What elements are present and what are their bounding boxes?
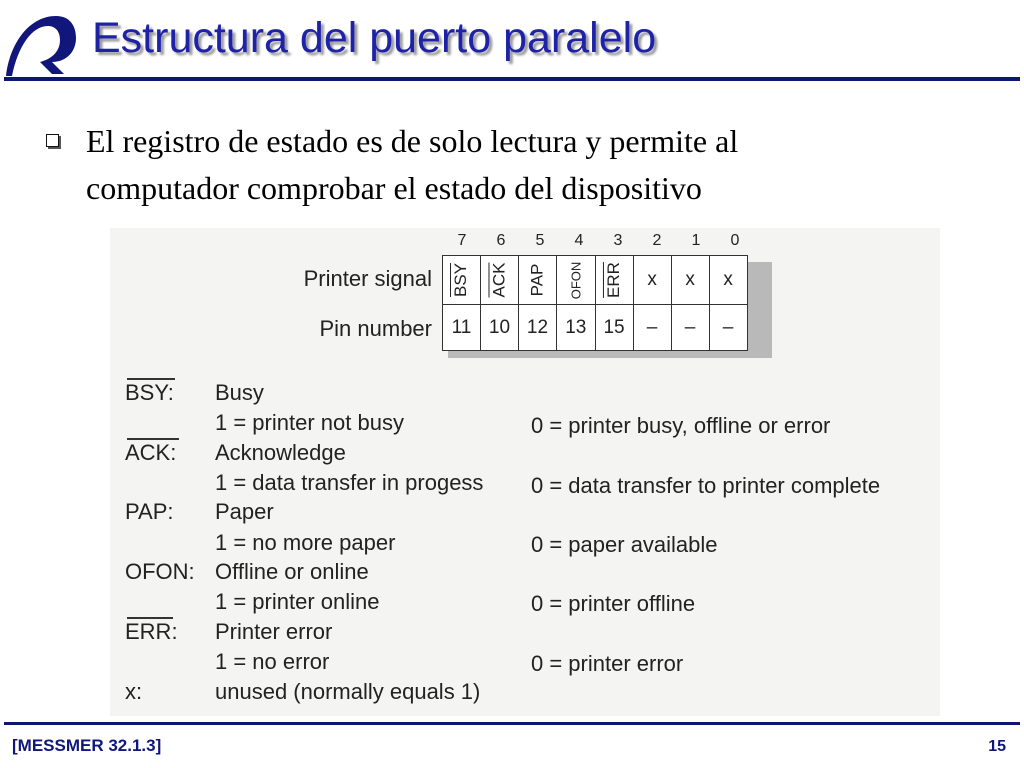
signal-cell: $\overline{ACK}$: [481, 256, 519, 305]
pin-cell: –: [671, 305, 709, 351]
bit-number: 4: [574, 232, 584, 249]
def-one-ack: 1 = data transfer in progess: [215, 470, 484, 495]
def-code-ack: ACK:: [125, 440, 177, 465]
def-one-err: 1 = no error: [215, 649, 330, 674]
signal-cell: PAP: [519, 256, 557, 305]
row-label-pin: Pin number: [319, 316, 432, 341]
footer-rule: [4, 722, 1020, 725]
signal-cell: x: [709, 256, 747, 305]
logo-icon: [4, 12, 78, 78]
bit-number: 3: [613, 232, 623, 249]
def-zero-bsy: 0 = printer busy, offline or error: [531, 413, 831, 438]
pin-cell: –: [633, 305, 671, 351]
def-name-x: unused (normally equals 1): [215, 679, 481, 704]
signal-row: [443, 256, 748, 305]
def-zero-ack: 0 = data transfer to printer complete: [531, 473, 881, 498]
def-zero-err: 0 = printer error: [531, 651, 684, 676]
pin-cell: –: [709, 305, 747, 351]
bit-number: 6: [496, 232, 506, 249]
bit-number: 0: [730, 232, 740, 249]
bit-number: 2: [652, 232, 662, 249]
pin-cell: 11: [443, 305, 481, 351]
def-code-pap: PAP:: [125, 499, 174, 524]
bullet-line-2: computador comprobar el estado del dispositivo: [86, 170, 702, 206]
def-one-pap: 1 = no more paper: [215, 530, 396, 555]
bullet-line-1: El registro de estado es de solo lectura y permite al: [86, 123, 739, 159]
def-one-bsy: 1 = printer not busy: [215, 410, 404, 435]
pin-cell: 15: [595, 305, 633, 351]
bit-number: 5: [535, 232, 545, 249]
header-rule: [4, 77, 1020, 81]
signal-cell: $\overline{BSY}$: [443, 256, 481, 305]
bullet-text: [86, 118, 986, 212]
signal-cell: x: [671, 256, 709, 305]
footer-reference: [MESSMER 32.1.3]: [12, 736, 162, 755]
page-number: 15: [988, 738, 1006, 755]
pin-cell: 10: [481, 305, 519, 351]
def-zero-pap: 0 = paper available: [531, 532, 718, 557]
def-zero-ofon: 0 = printer offline: [531, 591, 696, 616]
slide-title: Estructura del puerto paralelo: [92, 14, 657, 62]
pin-row: [443, 305, 748, 351]
bit-number: 1: [691, 232, 701, 249]
def-name-bsy: Busy: [215, 380, 264, 405]
bit-number: 7: [457, 232, 467, 249]
def-code-x: x:: [125, 679, 143, 704]
row-label-signal: Printer signal: [303, 266, 432, 291]
bullet-square-icon: [46, 134, 59, 147]
def-name-ack: Acknowledge: [215, 440, 346, 465]
signal-cell: x: [633, 256, 671, 305]
def-code-bsy: BSY:: [125, 380, 174, 405]
pin-cell: 13: [557, 305, 596, 351]
pin-cell: 12: [519, 305, 557, 351]
def-code-err: ERR:: [125, 619, 178, 644]
def-name-ofon: Offline or online: [215, 559, 369, 584]
def-code-ofon: OFON:: [125, 559, 195, 584]
def-name-err: Printer error: [215, 619, 333, 644]
signal-cell: $\overline{ERR}$: [595, 256, 633, 305]
status-register-table: [442, 255, 748, 351]
def-name-pap: Paper: [215, 499, 274, 524]
def-one-ofon: 1 = printer online: [215, 589, 380, 614]
signal-cell: OFON: [557, 256, 596, 305]
